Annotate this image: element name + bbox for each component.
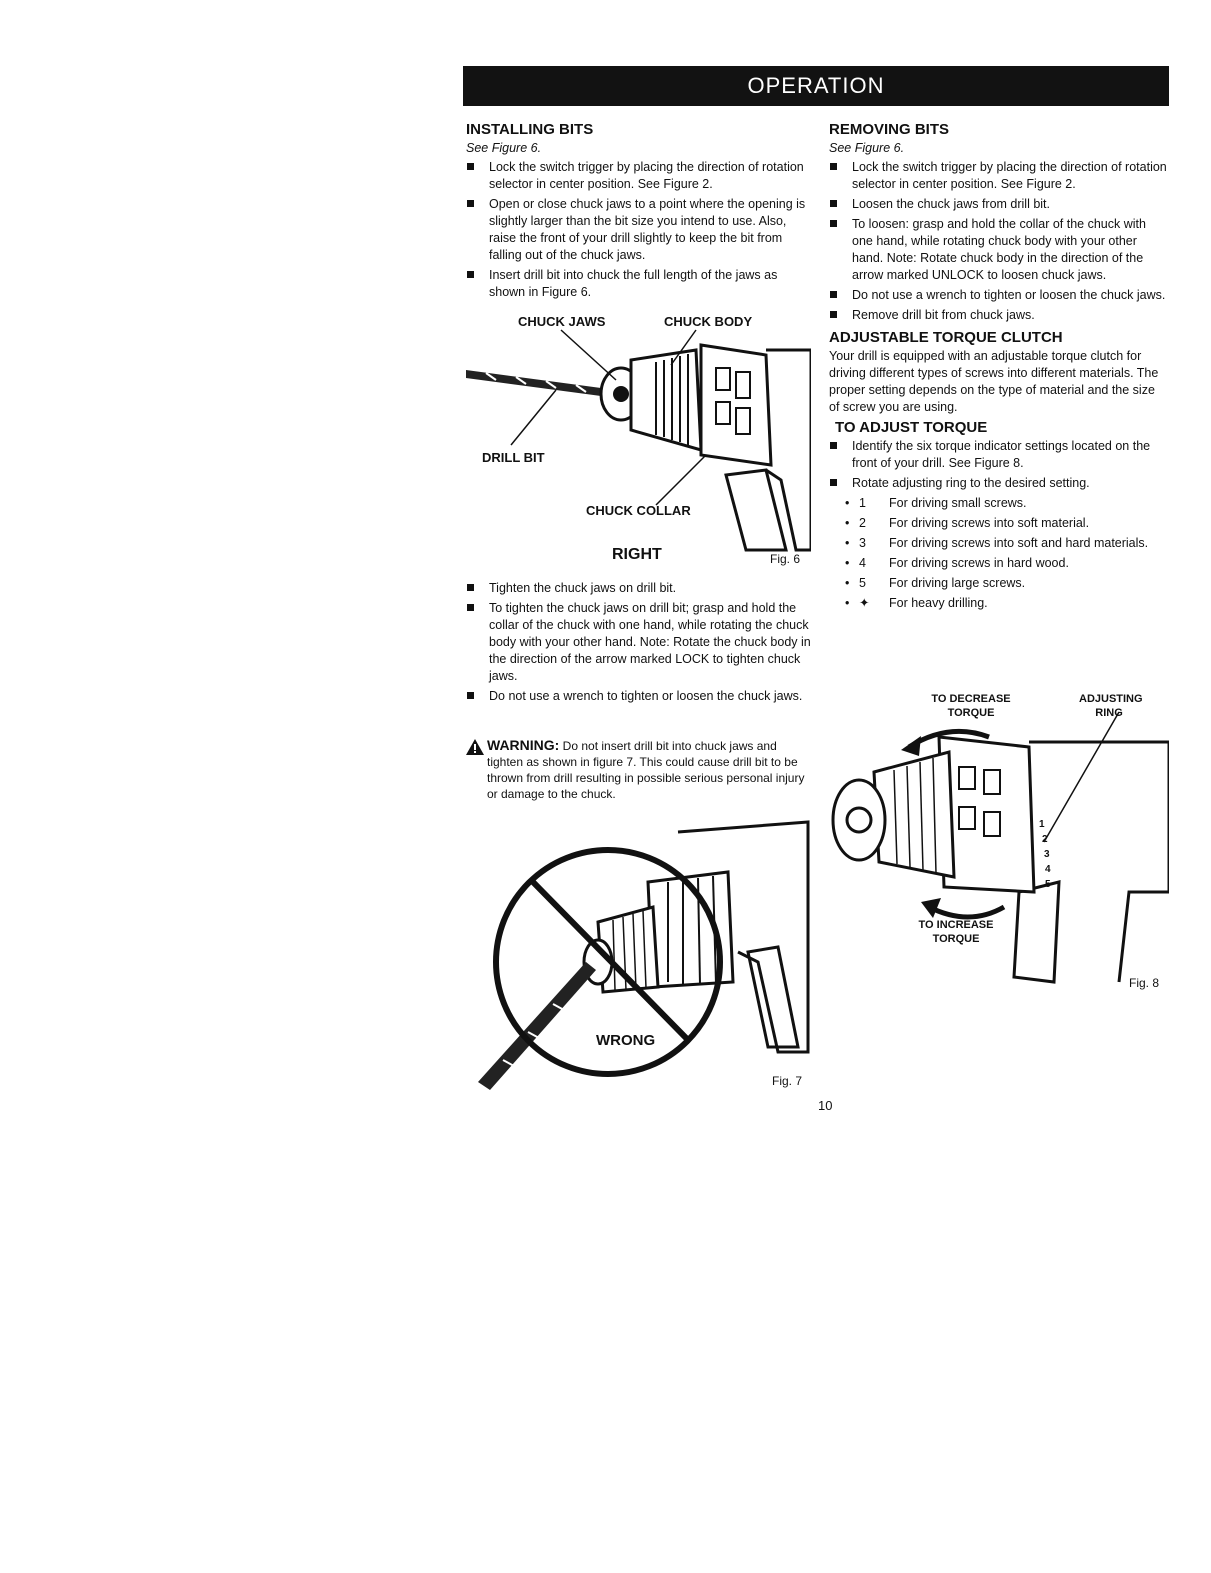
label-chuck-collar: CHUCK COLLAR — [586, 503, 691, 518]
svg-text:5: 5 — [1045, 879, 1051, 890]
list-item: Loosen the chuck jaws from drill bit. — [829, 196, 1167, 213]
torque-setting-item: • 2 For driving screws into soft material. — [845, 516, 1090, 530]
svg-text:3: 3 — [1044, 849, 1050, 860]
label-to-increase-torque: TO INCREASE TORQUE — [918, 919, 994, 945]
torque-setting-item: • 5 For driving large screws. — [845, 576, 1026, 590]
removing-see-figure: See Figure 6. — [829, 141, 905, 155]
label-adjusting-ring: ADJUSTING RING — [1079, 693, 1143, 719]
label-chuck-body: CHUCK BODY — [664, 314, 753, 329]
warning-title: WARNING: — [487, 737, 560, 753]
list-item: Open or close chuck jaws to a point where the opening is slightly larger than the bit size you intend to use. Also, raise the front of your drill slightly to keep the bit from falling out of the chuck jaws. — [466, 196, 811, 264]
label-wrong: WRONG — [596, 1032, 656, 1049]
torque-intro: Your drill is equipped with an adjustable torque clutch for driving different types of screws into different materials. The proper setting depends on the type of material and the size of screw you are using. — [829, 349, 1159, 414]
section-banner: OPERATION — [463, 66, 1169, 106]
installing-see-figure: See Figure 6. — [466, 141, 542, 155]
torque-heading: ADJUSTABLE TORQUE CLUTCH — [829, 329, 1063, 346]
figure-6 — [466, 310, 811, 570]
list-item: Lock the switch trigger by placing the direction of rotation selector in center position. See Figure 2. — [829, 159, 1167, 193]
list-item: Lock the switch trigger by placing the direction of rotation selector in center position. See Figure 2. — [466, 159, 811, 193]
warning-text: Do not insert drill bit into chuck jaws and tighten as shown in figure 7. This could cause drill bit to be thrown from drill resulting in possible serious personal injury or damage to the chuck. — [487, 739, 805, 801]
torque-setting-item: • ✦ For heavy drilling. — [845, 596, 988, 610]
list-item: Do not use a wrench to tighten or loosen the chuck jaws. — [829, 287, 1167, 304]
fig6-number: Fig. 6 — [770, 552, 801, 566]
torque-settings — [845, 495, 1167, 612]
installing-bullets — [466, 159, 811, 301]
fig7-number: Fig. 7 — [772, 1074, 803, 1088]
list-item: Insert drill bit into chuck the full length of the jaws as shown in Figure 6. — [466, 267, 811, 301]
label-drill-bit: DRILL BIT — [482, 450, 545, 465]
svg-text:4: 4 — [1045, 864, 1051, 875]
list-item: To tighten the chuck jaws on drill bit; grasp and hold the collar of the chuck with one hand, while rotating the chuck body with your other hand. Note: Rotate the chuck body in the direction of the arrow marked LOCK to tighten chuck jaws. — [466, 600, 811, 685]
label-chuck-jaws: CHUCK JAWS — [518, 314, 606, 329]
installing-heading: INSTALLING BITS — [466, 121, 594, 138]
torque-setting-item: • 3 For driving screws into soft and hard materials. — [845, 536, 1149, 550]
torque-setting-item: • 1 For driving small screws. — [845, 496, 1027, 510]
label-right: RIGHT — [612, 546, 662, 563]
list-item: Rotate adjusting ring to the desired setting. — [829, 475, 1167, 492]
removing-heading: REMOVING BITS — [829, 121, 950, 138]
svg-text:2: 2 — [1042, 834, 1048, 845]
adjust-torque-heading: TO ADJUST TORQUE — [835, 419, 988, 436]
list-item: To loosen: grasp and hold the collar of the chuck with one hand, while rotating chuck body with your other hand. Note: Rotate chuck body in the direction of the arrow marked UNLOCK to loosen chuck jaws. — [829, 216, 1167, 284]
torque-setting-item: • 4 For driving screws in hard wood. — [845, 556, 1069, 570]
torque-ring-illustration — [829, 692, 1169, 992]
installing-bits-section — [466, 120, 811, 304]
page-number: 10 — [818, 1098, 833, 1113]
list-item: Tighten the chuck jaws on drill bit. — [466, 580, 811, 597]
chuck-illustration — [466, 310, 811, 570]
list-item: Remove drill bit from chuck jaws. — [829, 307, 1167, 324]
installing-after-figure — [466, 580, 811, 708]
fig8-number: Fig. 8 — [1129, 976, 1160, 990]
list-item: Do not use a wrench to tighten or loosen the chuck jaws. — [466, 688, 811, 705]
wrong-install-illustration — [478, 812, 823, 1092]
label-to-decrease-torque: TO DECREASE TORQUE — [931, 693, 1011, 719]
svg-text:1: 1 — [1039, 819, 1045, 830]
figure-8 — [829, 692, 1169, 992]
list-item: Identify the six torque indicator settings located on the front of your drill. See Figure 8. — [829, 438, 1167, 472]
removing-bits-section — [829, 120, 1167, 615]
warning-box — [466, 737, 806, 802]
figure-7 — [478, 812, 823, 1092]
warning-triangle-icon — [466, 739, 484, 755]
